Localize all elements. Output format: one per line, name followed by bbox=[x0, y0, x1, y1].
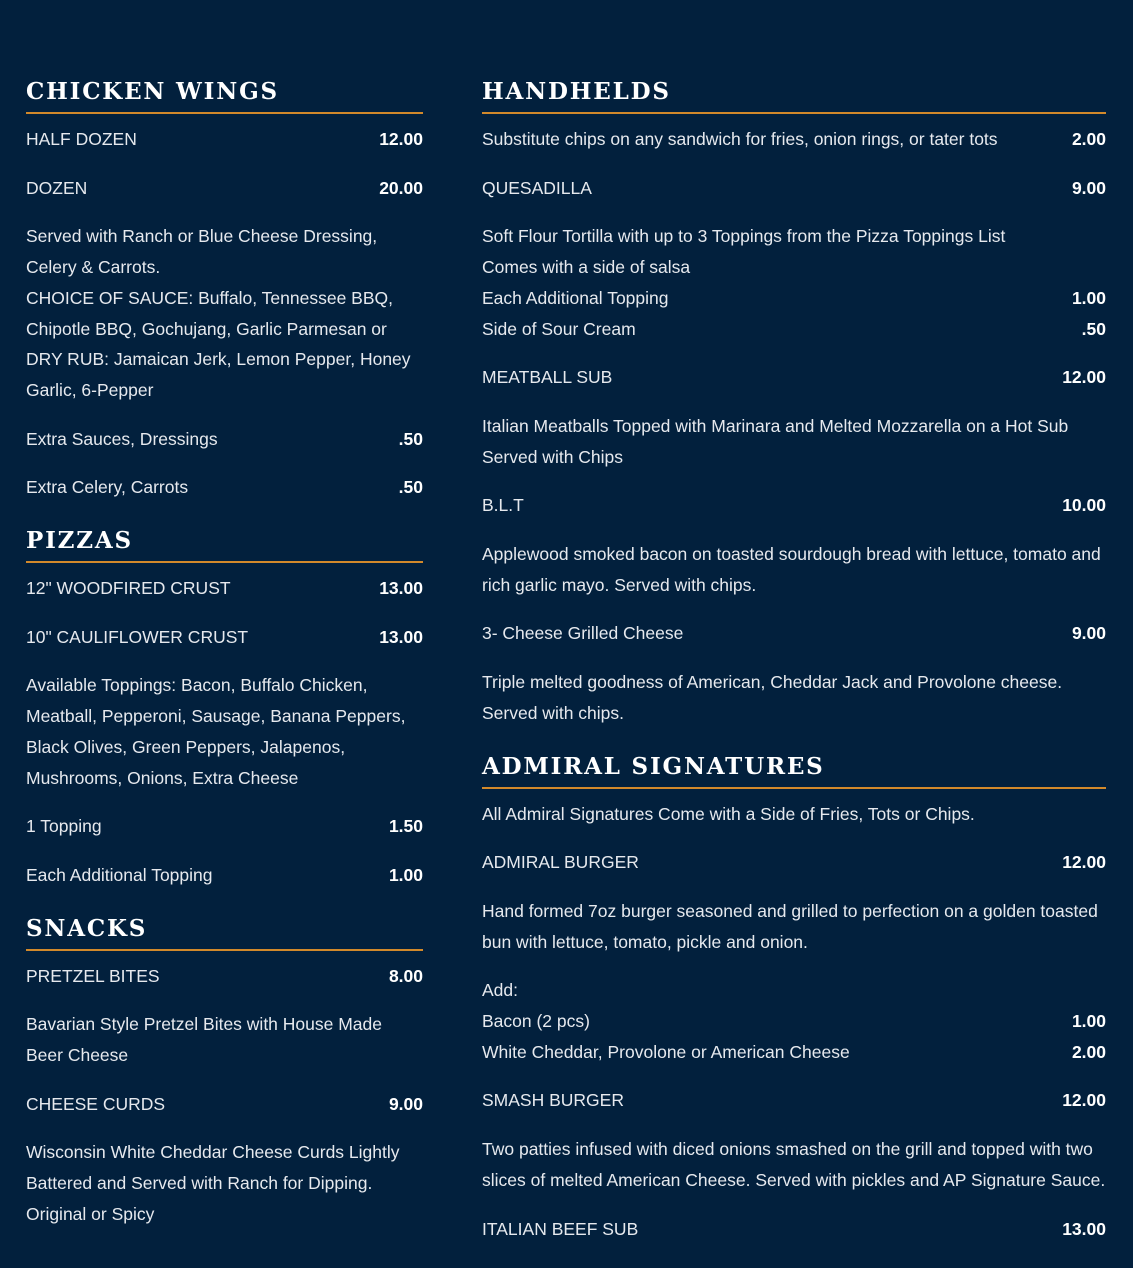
admiral-burger-description: Hand formed 7oz burger seasoned and grilled to perfection on a golden toasted bun with lettuce, tomato, pickle and onion. bbox=[482, 900, 1098, 952]
menu-item-additional-topping bbox=[26, 860, 423, 891]
left-column bbox=[26, 78, 423, 1254]
item-name: Extra Celery, Carrots bbox=[26, 477, 189, 498]
wings-description bbox=[26, 221, 423, 405]
add-label: Add: bbox=[482, 980, 518, 1001]
smash-burger-description: Two patties infused with diced onions smashed on the grill and topped with two slices of melted American Cheese. Served with pickles and AP Signature Sauce. bbox=[482, 1139, 1106, 1190]
pretzel-description: Bavarian Style Pretzel Bites with House Made Beer Cheese bbox=[26, 1014, 382, 1066]
burger-addons bbox=[482, 975, 1106, 1067]
section-title: CHICKEN WINGS bbox=[26, 78, 423, 114]
description-line: Soft Flour Tortilla with up to 3 Toppings from the Pizza Toppings List bbox=[482, 226, 1006, 247]
item-price: .50 bbox=[398, 477, 423, 498]
grilled-cheese-description: Triple melted goodness of American, Cheddar Jack and Provolone cheese. Served with chips. bbox=[482, 672, 1063, 723]
menu-item-smash-burger bbox=[482, 1085, 1106, 1116]
menu-item-quesadilla bbox=[482, 173, 1106, 204]
item-name: 12" WOODFIRED CRUST bbox=[26, 578, 231, 599]
description-line: Comes with a side of salsa bbox=[482, 257, 691, 278]
menu-item-one-topping bbox=[26, 811, 423, 842]
menu-item-cheese bbox=[482, 1037, 1106, 1068]
item-price: 12.00 bbox=[1062, 1090, 1106, 1111]
item-price: .50 bbox=[1081, 318, 1106, 339]
item-name: Each Additional Topping bbox=[26, 864, 213, 885]
item-name: White Cheddar, Provolone or American Cheese bbox=[482, 1041, 850, 1062]
item-price: 13.00 bbox=[1062, 1218, 1106, 1239]
menu-item-admiral-burger bbox=[482, 847, 1106, 878]
menu-item-pretzel-bites bbox=[26, 961, 423, 992]
item-price: 12.00 bbox=[1062, 367, 1106, 388]
menu-item-dozen bbox=[26, 173, 423, 204]
description-line: Served with Ranch or Blue Cheese Dressing, Celery & Carrots. bbox=[26, 226, 378, 278]
blt-description: Applewood smoked bacon on toasted sourdough bread with lettuce, tomato and rich garlic mayo. Served with chips. bbox=[482, 544, 1101, 595]
item-price: 1.00 bbox=[1071, 1011, 1106, 1032]
item-name: QUESADILLA bbox=[482, 177, 592, 198]
quesadilla-details bbox=[482, 221, 1106, 344]
menu-item-meatball-sub bbox=[482, 362, 1106, 393]
item-name: PRETZEL BITES bbox=[26, 965, 160, 986]
item-price: 8.00 bbox=[388, 965, 423, 986]
item-price: 2.00 bbox=[1071, 129, 1106, 149]
menu-item-cauliflower-crust bbox=[26, 622, 423, 653]
section-title: SNACKS bbox=[26, 915, 423, 951]
item-price: 9.00 bbox=[1071, 177, 1106, 198]
item-price: 1.00 bbox=[388, 864, 423, 885]
item-price: 1.50 bbox=[388, 816, 423, 837]
curds-description: Wisconsin White Cheddar Cheese Curds Lightly Battered and Served with Ranch for Dipping. Original or Spicy bbox=[26, 1142, 400, 1224]
item-name: Side of Sour Cream bbox=[482, 318, 636, 339]
item-name: ITALIAN BEEF SUB bbox=[482, 1218, 639, 1239]
item-name: Bacon (2 pcs) bbox=[482, 1011, 590, 1032]
section-title: ADMIRAL SIGNATURES bbox=[482, 753, 1106, 789]
item-price: 12.00 bbox=[379, 129, 423, 149]
item-name: Each Additional Topping bbox=[482, 287, 669, 308]
item-name: MEATBALL SUB bbox=[482, 367, 613, 388]
item-name: 10" CAULIFLOWER CRUST bbox=[26, 626, 249, 647]
item-price: 20.00 bbox=[379, 177, 423, 198]
item-price: 13.00 bbox=[379, 626, 423, 647]
menu-item-grilled-cheese bbox=[482, 618, 1106, 649]
right-column bbox=[482, 78, 1106, 1268]
item-name: DOZEN bbox=[26, 177, 88, 198]
section-snacks bbox=[26, 915, 423, 1230]
menu-item-cheese-curds bbox=[26, 1089, 423, 1120]
toppings-description: Available Toppings: Bacon, Buffalo Chicken, Meatball, Pepperoni, Sausage, Banana Peppers, Black Olives, Green Peppers, Jalapenos, Mushrooms, Onions, Extra Cheese bbox=[26, 675, 406, 788]
menu-item-blt bbox=[482, 490, 1106, 521]
description-line: DRY RUB: Jamaican Jerk, Lemon Pepper, Honey Garlic, 6-Pepper bbox=[26, 349, 411, 400]
item-price: .50 bbox=[398, 428, 423, 449]
section-chicken-wings bbox=[26, 78, 423, 503]
section-title: HANDHELDS bbox=[482, 78, 1106, 114]
admiral-intro: All Admiral Signatures Come with a Side of Fries, Tots or Chips. bbox=[482, 803, 975, 824]
menu-item-italian-beef-sub bbox=[482, 1214, 1106, 1245]
meatball-description: Italian Meatballs Topped with Marinara and Melted Mozzarella on a Hot Sub Served with Chips bbox=[482, 415, 1069, 467]
menu-item-sour-cream bbox=[482, 314, 1106, 345]
item-name: CHEESE CURDS bbox=[26, 1093, 166, 1114]
item-name: 3- Cheese Grilled Cheese bbox=[482, 623, 684, 644]
item-price: 12.00 bbox=[1062, 852, 1106, 873]
menu-item-bacon bbox=[482, 1006, 1106, 1037]
menu-item-quesadilla-topping bbox=[482, 283, 1106, 314]
item-price: 9.00 bbox=[1071, 623, 1106, 644]
item-name: ADMIRAL BURGER bbox=[482, 852, 639, 873]
item-name: Extra Sauces, Dressings bbox=[26, 428, 218, 449]
section-title: PIZZAS bbox=[26, 527, 423, 563]
section-handhelds bbox=[482, 78, 1106, 729]
item-name: B.L.T bbox=[482, 495, 524, 516]
description-line: CHOICE OF SAUCE: Buffalo, Tennessee BBQ, Chipotle BBQ, Gochujang, Garlic Parmesan or bbox=[26, 287, 394, 339]
item-name: 1 Topping bbox=[26, 816, 102, 837]
item-price: 10.00 bbox=[1062, 495, 1106, 516]
item-price: 9.00 bbox=[388, 1093, 423, 1114]
item-price: 13.00 bbox=[379, 578, 423, 599]
item-name: HALF DOZEN bbox=[26, 129, 137, 149]
menu-item-extra-sauces bbox=[26, 424, 423, 455]
section-admiral-signatures bbox=[482, 753, 1106, 1245]
item-price: 1.00 bbox=[1071, 287, 1106, 308]
quesadilla-description bbox=[482, 221, 1106, 282]
section-pizzas bbox=[26, 527, 423, 891]
item-price: 2.00 bbox=[1071, 1041, 1106, 1062]
menu-item-woodfired-crust bbox=[26, 573, 423, 604]
menu-item-extra-celery bbox=[26, 472, 423, 503]
item-name: SMASH BURGER bbox=[482, 1090, 624, 1111]
item-name: Substitute chips on any sandwich for fries, onion rings, or tater tots bbox=[482, 129, 998, 149]
menu-item-substitute-chips bbox=[482, 124, 1106, 155]
menu-item-half-dozen bbox=[26, 124, 423, 155]
